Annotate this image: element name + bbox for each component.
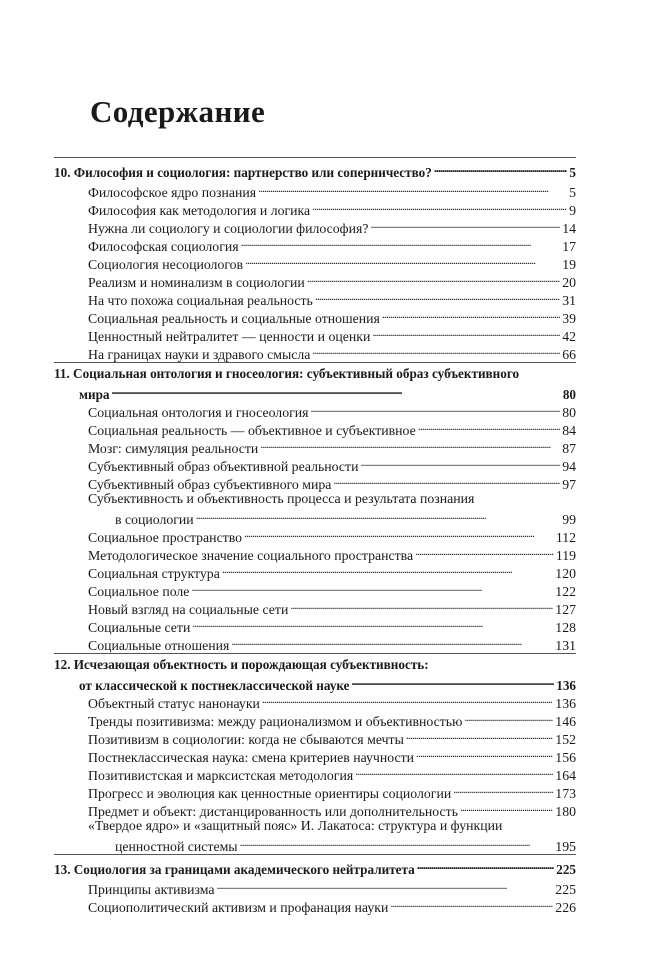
page-number: 164 (555, 768, 576, 783)
toc-item-label: Нужна ли социологу и социологии философия? (88, 221, 369, 236)
toc-item-label: Социальная структура (88, 566, 220, 581)
toc-item[interactable] (88, 198, 576, 218)
page-title: Содержание (90, 94, 266, 129)
toc-item[interactable] (88, 745, 576, 765)
toc-item-label: Позитивистская и марксистская методология (88, 768, 354, 783)
page-number: 19 (562, 257, 576, 272)
toc-item[interactable] (88, 763, 576, 783)
leader-dots (370, 216, 560, 233)
toc-item-label: Философское ядро познания (88, 185, 257, 200)
toc-chapter-10[interactable] (54, 160, 576, 180)
page-number: 152 (555, 732, 576, 747)
toc-item[interactable] (88, 400, 576, 420)
leader-dots (312, 342, 560, 359)
chapter-divider (54, 157, 576, 158)
leader-dots (241, 234, 561, 251)
page-number: 31 (562, 293, 576, 308)
toc-item-label: Социальная реальность — объективное и субъективное (88, 423, 416, 438)
toc-item[interactable] (88, 597, 576, 617)
page-number: 97 (562, 477, 576, 492)
chapter-title-line1[interactable]: 12. Исчезающая объектность и порождающая субъективность: (54, 657, 429, 672)
page-number: 87 (562, 441, 576, 456)
leader-dots (191, 579, 553, 596)
chapter-title-line2: от классической к постнеклассической науке (79, 678, 350, 693)
leader-dots (417, 857, 554, 874)
page-number: 9 (569, 203, 576, 218)
leader-dots (418, 418, 560, 435)
leader-dots (112, 382, 561, 399)
toc-item[interactable] (88, 472, 576, 492)
page-number: 5 (569, 165, 576, 180)
toc-item[interactable] (88, 799, 576, 819)
toc-item[interactable] (88, 709, 576, 729)
leader-dots (307, 270, 560, 287)
leader-dots (262, 691, 553, 708)
chapter-title: 10. Философия и социология: партнерство или соперничество? (54, 165, 432, 180)
leader-dots (460, 799, 553, 816)
page-number: 20 (562, 275, 576, 290)
leader-dots (260, 436, 560, 453)
toc-item-label: Социальные отношения (88, 638, 230, 653)
leader-dots (416, 745, 553, 762)
toc-item-label: Философская социология (88, 239, 239, 254)
toc-item-label: Принципы активизма (88, 882, 215, 897)
toc-item-label: Субъективный образ субъективного мира (88, 477, 332, 492)
page-number: 225 (555, 882, 576, 897)
toc-item[interactable] (88, 216, 576, 236)
toc-item[interactable] (88, 561, 576, 581)
page-number: 146 (555, 714, 576, 729)
toc-item[interactable] (88, 727, 576, 747)
leader-dots (352, 673, 555, 690)
toc-item[interactable] (88, 418, 576, 438)
chapter-title-line1[interactable]: 11. Социальная онтология и гносеология: субъективный образ субъективного (54, 366, 520, 381)
toc-item[interactable] (88, 436, 576, 456)
toc-item-label: Предмет и объект: дистанцированность или дополнительность (88, 804, 458, 819)
page-number: 122 (555, 584, 576, 599)
toc-item[interactable] (88, 306, 576, 326)
leader-dots (372, 324, 560, 341)
chapter-title: 13. Социология за границами академического нейтралитета (54, 862, 415, 877)
toc-item[interactable] (88, 781, 576, 801)
toc-chapter-13[interactable] (54, 857, 576, 877)
leader-dots (415, 543, 554, 560)
leader-dots (315, 288, 560, 305)
toc-item[interactable] (88, 877, 576, 897)
toc-item-label: Философия как методология и логика (88, 203, 311, 218)
toc-item[interactable] (88, 525, 576, 545)
leader-dots (382, 306, 560, 323)
page-number: 42 (562, 329, 576, 344)
page-number: 112 (555, 530, 576, 545)
leader-dots (310, 400, 560, 417)
toc-item-label: Социология несоциологов (88, 257, 244, 272)
leader-dots (240, 834, 554, 851)
page-number: 195 (555, 839, 576, 854)
toc-item-label: Социальное пространство (88, 530, 243, 545)
leader-dots (406, 727, 553, 744)
page-number: 127 (555, 602, 576, 617)
toc-item-label: Реализм и номинализм в социологии (88, 275, 305, 290)
page-number: 136 (555, 696, 576, 711)
leader-dots (434, 160, 568, 177)
toc-item-label: Тренды позитивизма: между рационализмом и объективностью (88, 714, 463, 729)
toc-item[interactable] (88, 615, 576, 635)
chapter-title-line2: мира (79, 387, 110, 402)
toc-item[interactable] (88, 288, 576, 308)
toc-item[interactable] (88, 342, 576, 362)
page-number: 128 (555, 620, 576, 635)
toc-item-label: Прогресс и эволюция как ценностные ориентиры социологии (88, 786, 452, 801)
page-number: 99 (562, 512, 576, 527)
toc-item-label: На границах науки и здравого смысла (88, 347, 311, 362)
toc-item[interactable] (88, 252, 576, 272)
toc-item-label: Социальные сети (88, 620, 191, 635)
page-number: 94 (562, 459, 576, 474)
page-number: 66 (562, 347, 576, 362)
toc-item[interactable] (88, 234, 576, 254)
page-number: 173 (555, 786, 576, 801)
toc-item-label: Постнеклассическая наука: смена критериев научности (88, 750, 415, 765)
toc-item[interactable] (88, 180, 576, 200)
page-number: 136 (556, 678, 576, 693)
toc-item-label-line2: ценностной системы (115, 839, 238, 854)
toc-item-label-line2: в социологии (115, 512, 194, 527)
toc-item-label: Социальное поле (88, 584, 190, 599)
leader-dots (312, 198, 567, 215)
page-number: 5 (569, 185, 576, 200)
toc-item-label-line1[interactable]: Субъективность и объективность процесса и результата познания (88, 491, 475, 506)
page-number: 17 (562, 239, 576, 254)
toc-item[interactable] (88, 270, 576, 290)
leader-dots (453, 781, 553, 798)
toc-item[interactable] (115, 834, 576, 854)
page-number: 180 (555, 804, 576, 819)
leader-dots (196, 507, 561, 524)
toc-chapter-12[interactable] (79, 673, 576, 693)
leader-dots (360, 454, 560, 471)
toc-item-label: Субъективный образ объективной реальности (88, 459, 359, 474)
leader-dots (245, 252, 560, 269)
page-number: 119 (555, 548, 576, 563)
toc-item-label: Ценностный нейтралитет — ценности и оценки (88, 329, 371, 344)
page-number: 80 (562, 387, 576, 402)
leader-dots (216, 877, 553, 894)
toc-item[interactable] (88, 579, 576, 599)
toc-item-label: Объектный статус нанонауки (88, 696, 260, 711)
page-number: 84 (562, 423, 576, 438)
page-number: 225 (556, 862, 576, 877)
chapter-divider (54, 854, 576, 855)
page-number: 39 (562, 311, 576, 326)
page-number: 80 (562, 405, 576, 420)
toc-item[interactable] (88, 691, 576, 711)
leader-dots (231, 633, 553, 650)
chapter-divider (54, 653, 576, 654)
toc-item-label: Социополитический активизм и профанация науки (88, 900, 389, 915)
leader-dots (355, 763, 553, 780)
leader-dots (244, 525, 554, 542)
page-number: 131 (555, 638, 576, 653)
toc-item[interactable] (88, 543, 576, 563)
toc-item[interactable] (88, 324, 576, 344)
toc-item-label: На что похожа социальная реальность (88, 293, 313, 308)
toc-item[interactable] (88, 633, 576, 653)
leader-dots (290, 597, 553, 614)
chapter-divider (54, 362, 576, 363)
toc-item[interactable] (88, 454, 576, 474)
leader-dots (464, 709, 553, 726)
page-number: 120 (555, 566, 576, 581)
toc-item[interactable] (88, 895, 576, 915)
toc-item-label-line1[interactable]: «Твердое ядро» и «защитный пояс» И. Лакатоса: структура и функции (88, 818, 503, 833)
toc-item-label: Социальная онтология и гносеология (88, 405, 309, 420)
leader-dots (258, 180, 567, 197)
toc-item-label: Социальная реальность и социальные отношения (88, 311, 380, 326)
toc-item-label: Позитивизм в социологии: когда не сбываются мечты (88, 732, 404, 747)
leader-dots (390, 895, 553, 912)
toc-chapter-11[interactable] (79, 382, 576, 402)
leader-dots (222, 561, 553, 578)
page-number: 226 (555, 900, 576, 915)
leader-dots (192, 615, 553, 632)
toc-item-label: Методологическое значение социального пространства (88, 548, 414, 563)
page-number: 156 (555, 750, 576, 765)
leader-dots (333, 472, 560, 489)
toc-item[interactable] (115, 507, 576, 527)
toc-item-label: Мозг: симуляция реальности (88, 441, 259, 456)
page-number: 14 (562, 221, 576, 236)
toc-item-label: Новый взгляд на социальные сети (88, 602, 289, 617)
